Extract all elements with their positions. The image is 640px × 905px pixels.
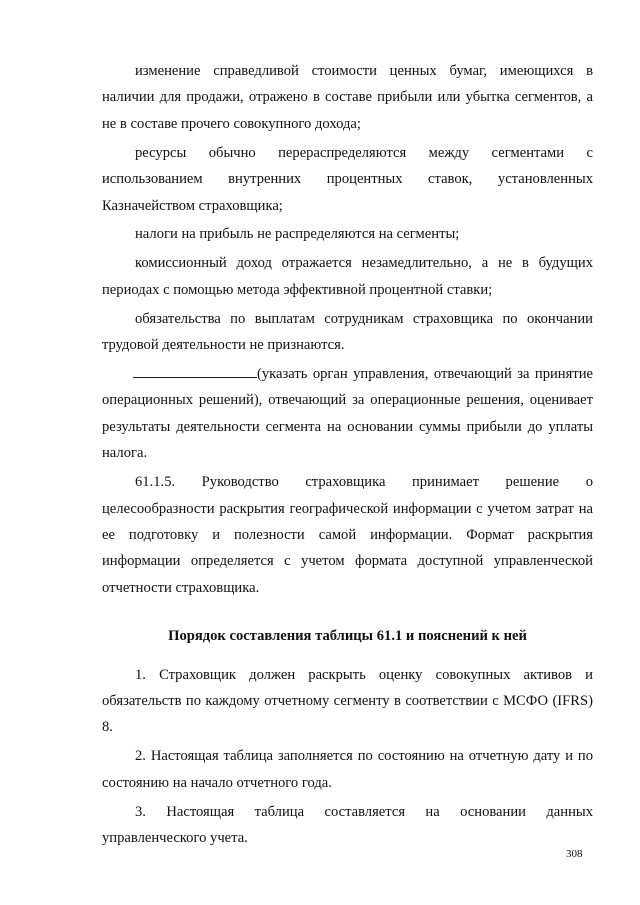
paragraph-commission: комиссионный доход отражается незамедлительно, а не в будущих периодах с помощью метода эффективной процентной ставки; <box>102 255 593 298</box>
numbered-item-1: 1. Страховщик должен раскрыть оценку совокупных активов и обязательств по каждому отчетному сегменту в соответствии с МСФО (IFRS) 8. <box>102 666 593 736</box>
numbered-item-2: 2. Настоящая таблица заполняется по состоянию на отчетную дату и по состоянию на начало отчетного года. <box>102 748 593 791</box>
paragraph-management-body-text: (указать орган управления, отвечающий за принятие операционных решений), отвечающий за операционные решения, оценивает результаты деятельности сегмента на основании суммы прибыли до уплаты налога. <box>102 365 593 462</box>
document-body <box>102 58 593 851</box>
paragraph-resources: ресурсы обычно перераспределяются между сегментами с использованием внутренних процентных ставок, установленных Казначейством страховщика; <box>102 144 593 214</box>
section-heading: Порядок составления таблицы 61.1 и пояснений к ней <box>168 628 527 645</box>
paragraph-obligations: обязательства по выплатам сотрудникам страховщика по окончании трудовой деятельности не признаются. <box>102 310 593 354</box>
page-number: 308 <box>566 848 583 860</box>
paragraph-fair-value: изменение справедливой стоимости ценных бумаг, имеющихся в наличии для продажи, отражено в составе прибыли или убытка сегментов, а не в составе прочего совокупного дохода; <box>102 63 593 132</box>
paragraph-management-body <box>102 361 593 467</box>
paragraph-61-1-5: 61.1.5. Руководство страховщика принимает решение о целесообразности раскрытия географической информации с учетом затрат на ее подготовку и полезности самой информации. Формат раскрытия информации определяется с учетом формата доступной управленческой отчетности страховщика. <box>102 474 593 596</box>
numbered-item-3: 3. Настоящая таблица составляется на основании данных управленческого учета. <box>102 803 593 846</box>
paragraph-taxes: налоги на прибыль не распределяются на сегменты; <box>135 226 460 243</box>
fill-in-blank <box>133 362 257 378</box>
